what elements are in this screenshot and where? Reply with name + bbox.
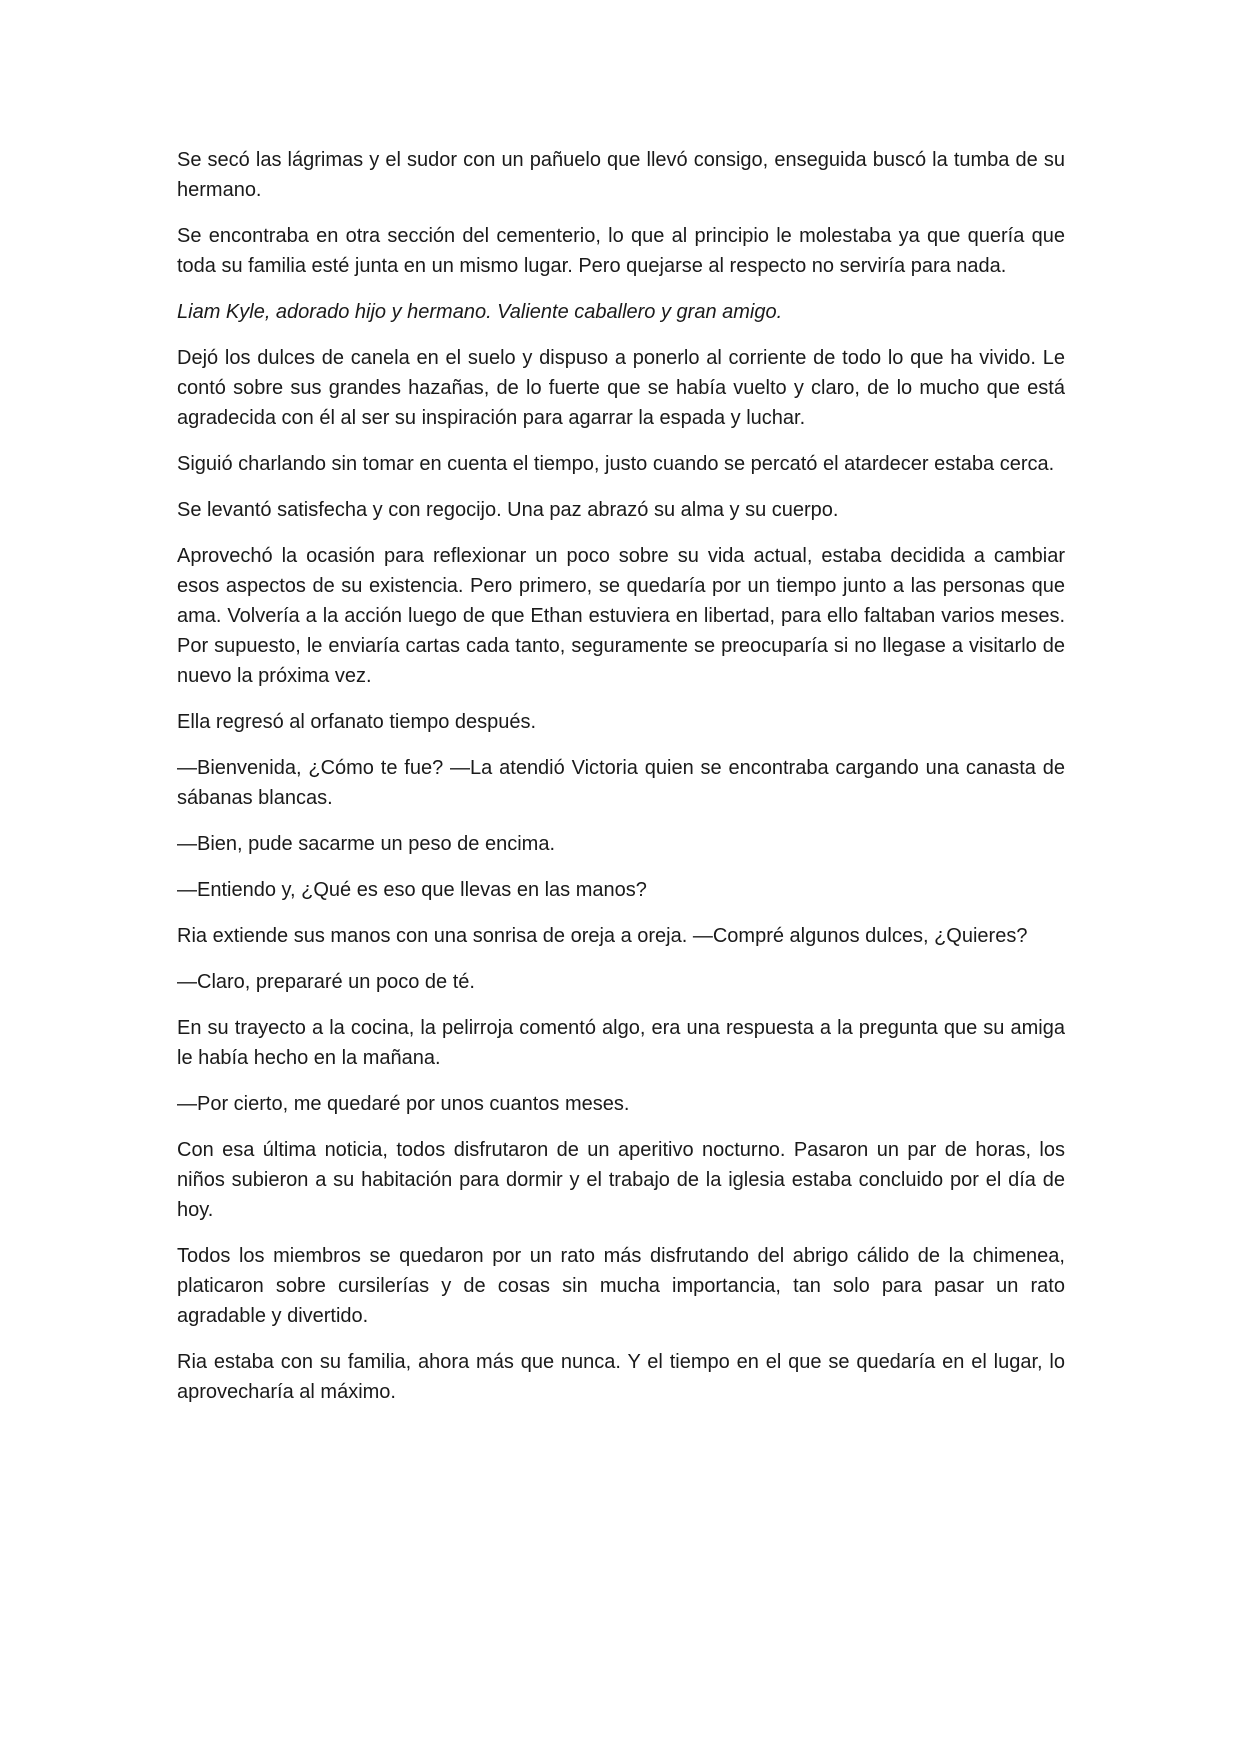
paragraph: Siguió charlando sin tomar en cuenta el tiempo, justo cuando se percató el atardecer estaba cerca. [177, 453, 1055, 475]
paragraph: Ria estaba con su familia, ahora más que nunca. Y el tiempo en el que se quedaría en el lugar, lo aprovecharía al máximo. [177, 1351, 1065, 1403]
paragraph: Con esa última noticia, todos disfrutaron de un aperitivo nocturno. Pasaron un par de horas, los niños subieron a su habitación para dormir y el trabajo de la iglesia estaba concluido por el día de hoy. [177, 1139, 1065, 1221]
paragraph: Aprovechó la ocasión para reflexionar un poco sobre su vida actual, estaba decidida a cambiar esos aspectos de su existencia. Pero primero, se quedaría por un tiempo junto a las personas que ama. Volvería a la acción luego de que Ethan estuviera en libertad, para ello faltaban varios meses. Por supuesto, le enviaría cartas cada tanto, seguramente se preocuparía si no llegase a visitarlo de nuevo la próxima vez. [177, 545, 1065, 687]
dialogue-paragraph: —Por cierto, me quedaré por unos cuantos meses. [177, 1093, 630, 1115]
paragraph: Se secó las lágrimas y el sudor con un pañuelo que llevó consigo, enseguida buscó la tumba de su hermano. [177, 149, 1065, 201]
dialogue-paragraph: —Bien, pude sacarme un peso de encima. [177, 833, 555, 855]
paragraph: Dejó los dulces de canela en el suelo y dispuso a ponerlo al corriente de todo lo que ha vivido. Le contó sobre sus grandes hazañas, de lo fuerte que se había vuelto y claro, de lo mucho que está agradecida con él al ser su inspiración para agarrar la espada y luchar. [177, 347, 1065, 429]
epitaph-paragraph: Liam Kyle, adorado hijo y hermano. Valiente caballero y gran amigo. [177, 301, 783, 323]
paragraph: Ria extiende sus manos con una sonrisa de oreja a oreja. —Compré algunos dulces, ¿Quieres? [177, 925, 1028, 947]
paragraph: Ella regresó al orfanato tiempo después. [177, 711, 537, 733]
paragraph: Todos los miembros se quedaron por un rato más disfrutando del abrigo cálido de la chimenea, platicaron sobre cursilerías y de cosas sin mucha importancia, tan solo para pasar un rato agradable y divertido. [177, 1245, 1065, 1327]
paragraph: Se levantó satisfecha y con regocijo. Una paz abrazó su alma y su cuerpo. [177, 499, 839, 521]
paragraph: Se encontraba en otra sección del cementerio, lo que al principio le molestaba ya que quería que toda su familia esté junta en un mismo lugar. Pero quejarse al respecto no serviría para nada. [177, 225, 1065, 277]
paragraph: En su trayecto a la cocina, la pelirroja comentó algo, era una respuesta a la pregunta que su amiga le había hecho en la mañana. [177, 1017, 1065, 1069]
text-column [177, 145, 1065, 1423]
dialogue-paragraph: —Entiendo y, ¿Qué es eso que llevas en las manos? [177, 879, 647, 901]
dialogue-paragraph: —Claro, prepararé un poco de té. [177, 971, 475, 993]
dialogue-paragraph: —Bienvenida, ¿Cómo te fue? —La atendió Victoria quien se encontraba cargando una canasta de sábanas blancas. [177, 757, 1065, 809]
